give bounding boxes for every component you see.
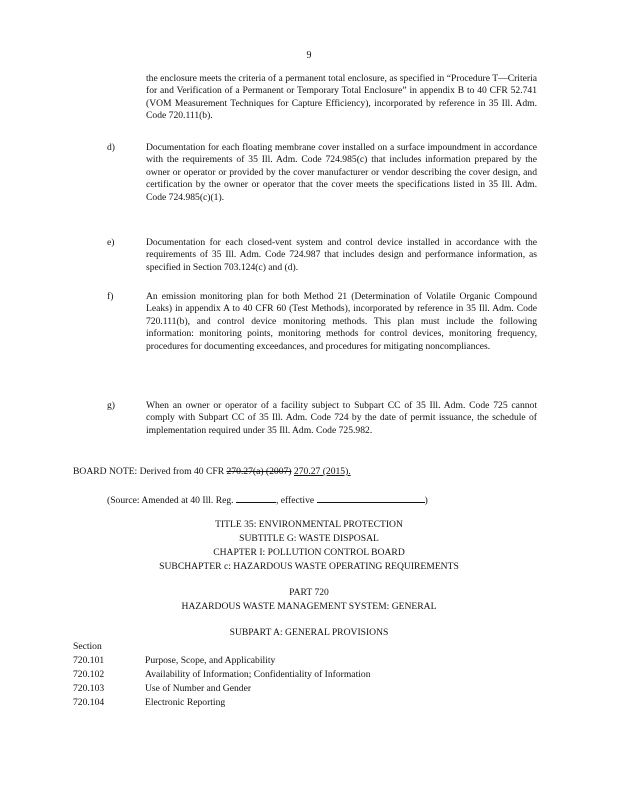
title-heading: TITLE 35: ENVIRONMENTAL PROTECTION <box>215 519 403 530</box>
board-note-struck-text: 270.27(a) (2007) <box>226 466 292 477</box>
item-f-label: f) <box>107 291 114 302</box>
toc-section-number: 720.102 <box>73 669 105 680</box>
toc-row <box>73 655 275 667</box>
item-d-label: d) <box>107 142 115 153</box>
item-e-label: e) <box>107 237 115 248</box>
part-heading: PART 720 <box>289 587 329 598</box>
subpart-heading: SUBPART A: GENERAL PROVISIONS <box>229 627 389 638</box>
item-e-text: Documentation for each closed-vent system and control device installed in accordance with the requirements of 35 Ill. Adm. Code 724.987 that includes design and performance information, as specified in Section 703.124(c) and (d). <box>146 237 537 273</box>
effective-date-blank <box>317 493 425 503</box>
toc-row <box>73 697 225 709</box>
toc-row <box>73 683 251 695</box>
toc-section-title: Electronic Reporting <box>145 697 226 708</box>
toc-section-number: 720.104 <box>73 697 105 708</box>
subchapter-heading: SUBCHAPTER c: HAZARDOUS WASTE OPERATING REQUIREMENTS <box>159 561 459 572</box>
toc-section-title: Availability of Information; Confidentiality of Information <box>145 669 371 680</box>
source-close-text: ) <box>424 495 428 506</box>
board-note-inserted-text: 270.27 (2015). <box>293 466 351 477</box>
toc-section-title: Purpose, Scope, and Applicability <box>145 655 276 666</box>
source-mid-text: , effective <box>275 495 315 506</box>
toc-section-title: Use of Number and Gender <box>145 683 252 694</box>
subtitle-heading: SUBTITLE G: WASTE DISPOSAL <box>239 533 379 544</box>
chapter-heading: CHAPTER I: POLLUTION CONTROL BOARD <box>213 547 405 558</box>
toc-section-number: 720.101 <box>73 655 105 666</box>
item-g-text: When an owner or operator of a facility subject to Subpart CC of 35 Ill. Adm. Code 725 cannot comply with Subpart CC of 35 Ill. Adm. Code 724 by the date of permit issuance, the schedule of implementation required under 35 Ill. Adm. Code 725.982. <box>146 400 537 436</box>
item-f-text: An emission monitoring plan for both Method 21 (Determination of Volatile Organic Compound Leaks) in appendix A to 40 CFR 60 (Test Methods), incorporated by reference in 35 Ill. Adm. Code 720.111(b), and control device monitoring methods. This plan must include the following information: monitoring points, monitoring methods for control devices, monitoring frequency, procedures for documenting exceedances, and procedures for mitigating noncompliances. <box>146 291 537 352</box>
board-note-prefix: BOARD NOTE: Derived from 40 CFR <box>73 466 225 477</box>
toc-row <box>73 669 371 681</box>
part-name-heading: HAZARDOUS WASTE MANAGEMENT SYSTEM: GENERAL <box>181 601 437 612</box>
source-line <box>107 493 428 507</box>
register-number-blank <box>236 493 276 503</box>
item-g-label: g) <box>107 400 115 411</box>
board-note <box>73 466 351 478</box>
item-d-text: Documentation for each floating membrane cover installed on a surface impoundment in accordance with the requirements of 35 Ill. Adm. Code 724.985(c) that includes information prepared by the owner or operator or provided by the cover manufacturer or vendor describing the cover design, and certification by the owner or operator that the cover meets the specifications listed in 35 Ill. Adm. Code 724.985(c)(1). <box>146 142 537 203</box>
toc-section-number: 720.103 <box>73 683 105 694</box>
source-open-text: (Source: Amended at 40 Ill. Reg. <box>107 495 234 506</box>
page-number: 9 <box>306 50 312 61</box>
intro-paragraph: the enclosure meets the criteria of a permanent total enclosure, as specified in “Procedure T—Criteria for and Verification of a Permanent or Temporary Total Enclosure” in appendix B to 40 CFR 52.741 (VOM Measurement Techniques for Capture Efficiency), incorporated by reference in 35 Ill. Adm. Code 720.111(b). <box>146 73 537 122</box>
section-header: Section <box>73 641 102 652</box>
